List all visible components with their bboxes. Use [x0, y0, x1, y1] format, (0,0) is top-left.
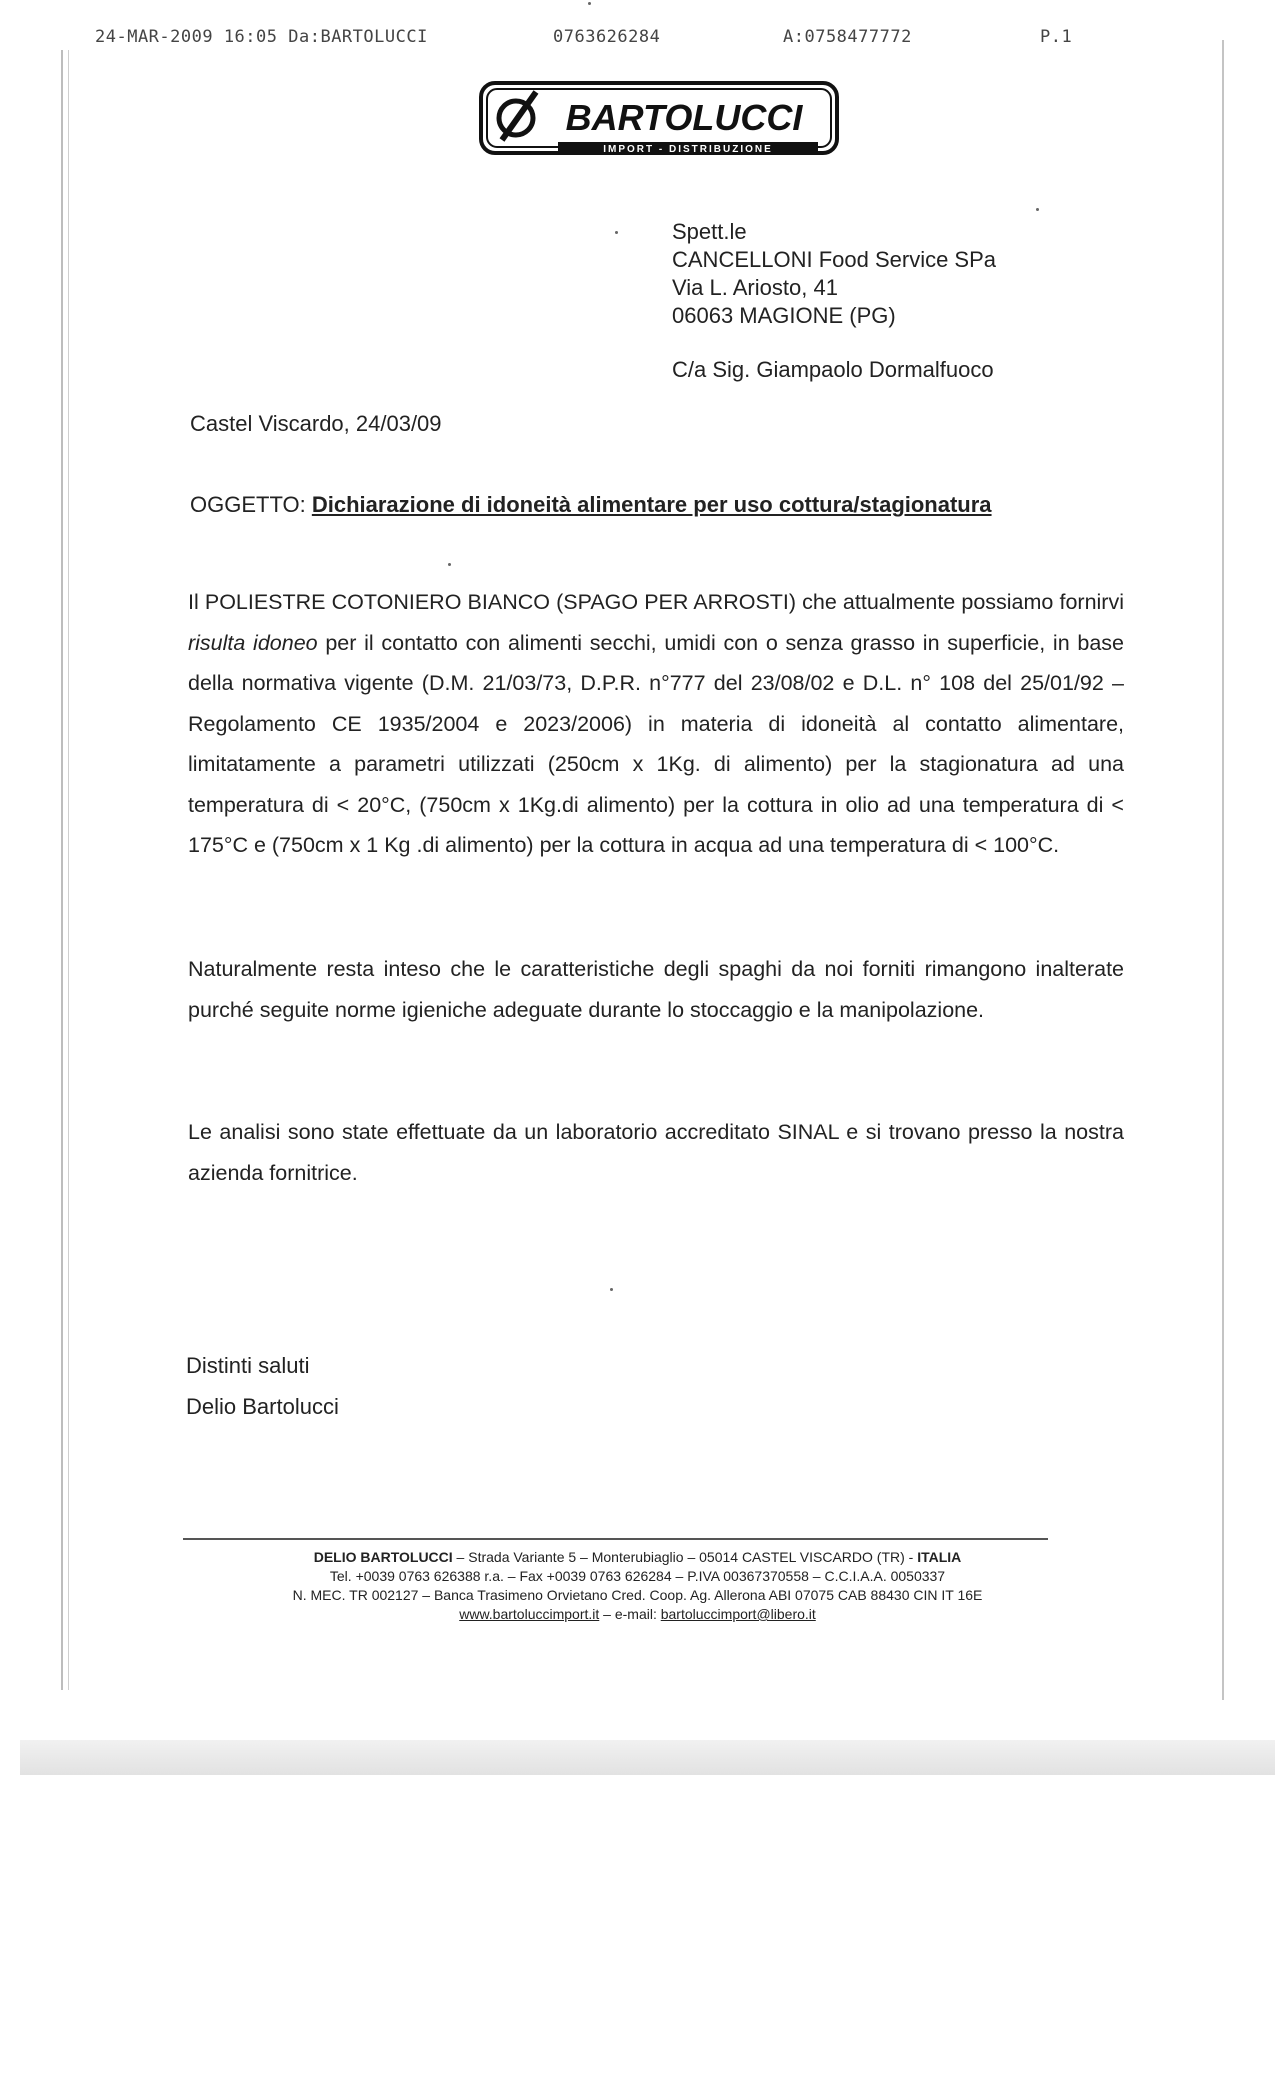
footer-line-4 [200, 1605, 1075, 1624]
scan-edge-bottom [20, 1740, 1275, 1775]
footer-company: DELIO BARTOLUCCI [313, 1549, 453, 1565]
recipient-street: Via L. Ariosto, 41 [672, 275, 838, 300]
scan-edge-right [1222, 40, 1224, 1700]
scan-speck [610, 1288, 613, 1291]
fax-page-number: P.1 [1040, 27, 1073, 47]
fax-from: Da:BARTOLUCCI [288, 27, 428, 47]
bartolucci-logo [478, 80, 840, 160]
body-paragraph-3: Le analisi sono state effettuate da un laboratorio accreditato SINAL e si trovano presso la nostra azienda fornitrice. [188, 1120, 1124, 1185]
scan-edge-left-inner [68, 50, 69, 1690]
recipient-attention: C/a Sig. Giampaolo Dormalfuoco [672, 357, 994, 382]
fax-phone: 0763626284 [553, 27, 661, 47]
p1-text-a: Il POLIESTRE COTONIERO BIANCO (SPAGO PER ARROSTI) che attualmente possiamo fornirvi [188, 590, 1124, 614]
footer-country: ITALIA [917, 1549, 962, 1565]
recipient-salutation: Spett.le [672, 219, 747, 244]
logo-tagline: IMPORT - DISTRIBUZIONE [603, 144, 773, 155]
p1-text-b: per il contatto con alimenti secchi, umidi con o senza grasso in superficie, in base della normativa vigente (D.M. 21/03/73, D.P.R. n°777 del 23/08/02 e D.L. n° 108 del 25/01/92 – Regolamento CE 1935/2004 e 2023/2006) in materia di idoneità al contatto alimentare, limitatamente a parametri utilizzati (250cm x 1Kg. di alimento) per la stagionatura ad una temperatura di < 20°C, (750cm x 1Kg.di alimento) per la cottura in olio ad una temperatura di < 175°C e (750cm x 1 Kg .di alimento) per la cottura in acqua ad una temperatura di < 100°C. [188, 630, 1124, 857]
recipient-city: 06063 MAGIONE (PG) [672, 303, 896, 328]
logo-name: BARTOLUCCI [565, 97, 803, 138]
closing [186, 1345, 339, 1427]
footer-email-link[interactable]: bartoluccimport@libero.it [660, 1606, 816, 1622]
scan-speck [1036, 208, 1039, 211]
closing-signature: Delio Bartolucci [186, 1394, 339, 1419]
recipient-company: CANCELLONI Food Service SPa [672, 247, 997, 272]
subject-line [190, 492, 992, 518]
footer-address: – Strada Variante 5 – Monterubiaglio – 05014 CASTEL VISCARDO (TR) - [452, 1549, 918, 1565]
footer-line-2: Tel. +0039 0763 626388 r.a. – Fax +0039 0763 626284 – P.IVA 00367370558 – C.C.I.A.A. 0050337 [329, 1568, 946, 1584]
fax-date: 24-MAR-2009 16:05 [95, 27, 278, 47]
scan-speck [588, 2, 591, 5]
p1-italic: risulta idoneo [188, 630, 318, 655]
footer-divider [183, 1538, 1048, 1540]
subject-label: OGGETTO: [190, 492, 306, 517]
scan-speck [448, 563, 451, 566]
footer-website-link[interactable]: www.bartoluccimport.it [459, 1606, 600, 1622]
fax-to: A:0758477772 [783, 27, 912, 47]
scan-speck [615, 231, 618, 234]
letterhead-footer [200, 1548, 1075, 1624]
place-date: Castel Viscardo, 24/03/09 [190, 411, 442, 436]
scan-edge-left [61, 50, 63, 1690]
closing-greeting: Distinti saluti [186, 1353, 310, 1378]
body-paragraph-2: Naturalmente resta inteso che le caratteristiche degli spaghi da noi forniti rimangono inalterate purché seguite norme igieniche adeguate durante lo stoccaggio e la manipolazione. [188, 957, 1124, 1022]
body-paragraph-1 [188, 582, 1124, 866]
footer-email-label: – e-mail: [599, 1606, 661, 1622]
footer-line-1 [200, 1548, 1075, 1567]
recipient-address [672, 218, 996, 330]
footer-line-3: N. MEC. TR 002127 – Banca Trasimeno Orvietano Cred. Coop. Ag. Allerona ABI 07075 CAB 88430 CIN IT 16E [292, 1587, 983, 1603]
subject-text: Dichiarazione di idoneità alimentare per uso cottura/stagionatura [311, 492, 992, 517]
